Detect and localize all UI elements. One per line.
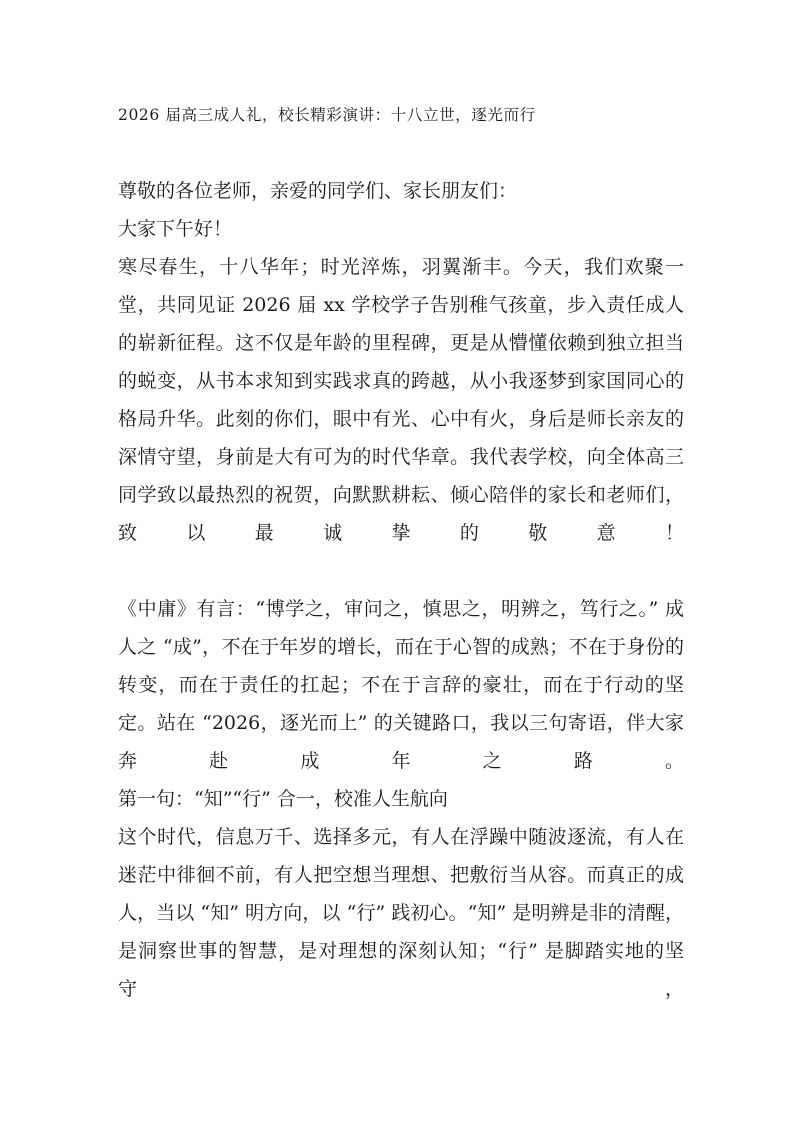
document-content bbox=[118, 96, 684, 1008]
body-paragraph-1: 寒尽春生，十八华年；时光淬炼，羽翼渐丰。今天，我们欢聚一堂，共同见证 2026 届 xx 学校学子告别稚气孩童，步入责任成人的崭新征程。这不仅是年龄的里程碑，更是从懵懂依赖到独立担当的蜕变，从书本求知到实践求真的跨越，从小我逐梦到家国同心的格局升华。此刻的你们，眼中有光、心中有火，身后是师长亲友的深情守望，身前是大有可为的时代华章。我代表学校，向全体高三同学致以最热烈的祝贺，向默默耕耘、倾心陪伴的家长和老师们，致以最诚挚的敬意！ bbox=[118, 256, 684, 544]
body-paragraph-2: 《中庸》有言：“博学之，审问之，慎思之，明辨之，笃行之。” 成人之 “成”，不在于年岁的增长，而在于心智的成熟；不在于身份的转变，而在于责任的扛起；不在于言辞的豪壮，而在于行动的坚定。站在 “2026，逐光而上” 的关键路口，我以三句寄语，伴大家奔赴成年之路。 bbox=[118, 598, 684, 772]
title-spacer bbox=[118, 134, 684, 172]
body-paragraph-3: 这个时代，信息万千、选择多元，有人在浮躁中随波逐流，有人在迷茫中徘徊不前，有人把空想当理想、把敷衍当从容。而真正的成人，当以 “知” 明方向，以 “行” 践初心。“知” 是明辨是非的清醒，是洞察世事的智慧，是对理想的深刻认知；“行” 是脚踏实地的坚守， bbox=[118, 826, 684, 1000]
salutation-line: 尊敬的各位老师，亲爱的同学们、家长朋友们： bbox=[118, 180, 518, 202]
section-heading-1: 第一句：“知”“行” 合一，校准人生航向 bbox=[118, 788, 448, 810]
page-title: 2026 届高三成人礼，校长精彩演讲：十八立世，逐光而行 bbox=[118, 106, 536, 124]
greeting-line: 大家下午好！ bbox=[118, 218, 233, 240]
paragraph-spacer bbox=[118, 552, 684, 590]
